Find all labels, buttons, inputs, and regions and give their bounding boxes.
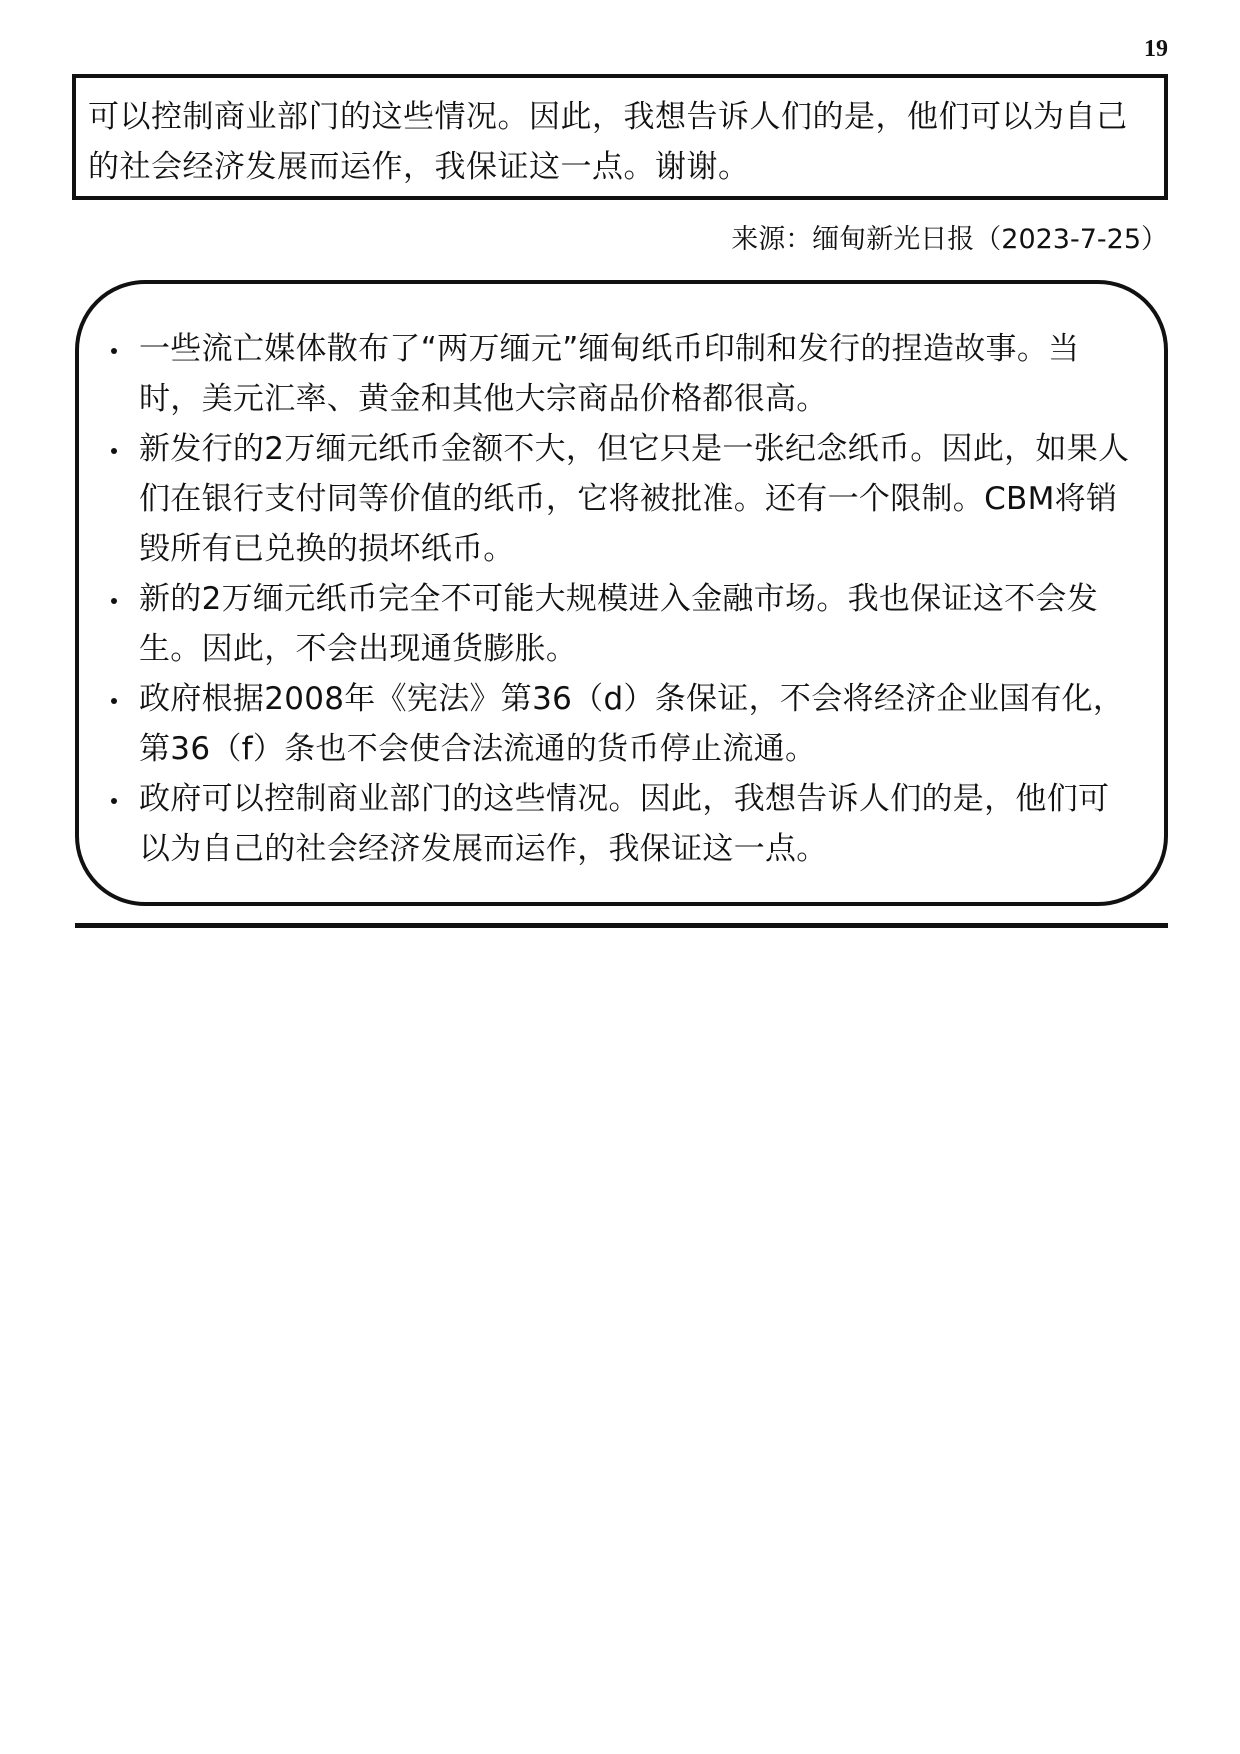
bullet-text: 新的2万缅元纸币完全不可能大规模进入金融市场。我也保证这不会发生。因此，不会出现通货膨胀。	[139, 581, 1099, 667]
bullet-icon	[109, 574, 139, 624]
quote-text: 可以控制商业部门的这些情况。因此，我想告诉人们的是，他们可以为自己的社会经济发展而运作，我保证这一点。谢谢。	[88, 99, 1128, 185]
bullet-text: 一些流亡媒体散布了“两万缅元”缅甸纸币印制和发行的捏造故事。当时，美元汇率、黄金和其他大宗商品价格都很高。	[139, 331, 1080, 417]
bullet-item	[109, 424, 1130, 574]
section-divider	[75, 923, 1168, 928]
bullet-icon	[109, 774, 139, 824]
bullet-item	[109, 774, 1130, 874]
bullet-item	[109, 574, 1130, 674]
summary-bullet-box	[75, 280, 1168, 906]
quote-box	[72, 74, 1168, 200]
bullet-text: 政府可以控制商业部门的这些情况。因此，我想告诉人们的是，他们可以为自己的社会经济发展而运作，我保证这一点。	[139, 781, 1110, 867]
bullet-item	[109, 324, 1130, 424]
bullet-icon	[109, 324, 139, 374]
bullet-text: 政府根据2008年《宪法》第36（d）条保证，不会将经济企业国有化，第36（f）条也不会使合法流通的货币停止流通。	[139, 681, 1125, 767]
bullet-item	[109, 674, 1130, 774]
page-number: 19	[1144, 36, 1168, 62]
source-citation: 来源：缅甸新光日报（2023-7-25）	[731, 224, 1168, 255]
bullet-list	[109, 324, 1130, 874]
bullet-text: 新发行的2万缅元纸币金额不大，但它只是一张纪念纸币。因此，如果人们在银行支付同等价值的纸币，它将被批准。还有一个限制。CBM将销毁所有已兑换的损坏纸币。	[139, 431, 1130, 567]
bullet-icon	[109, 424, 139, 474]
bullet-icon	[109, 674, 139, 724]
